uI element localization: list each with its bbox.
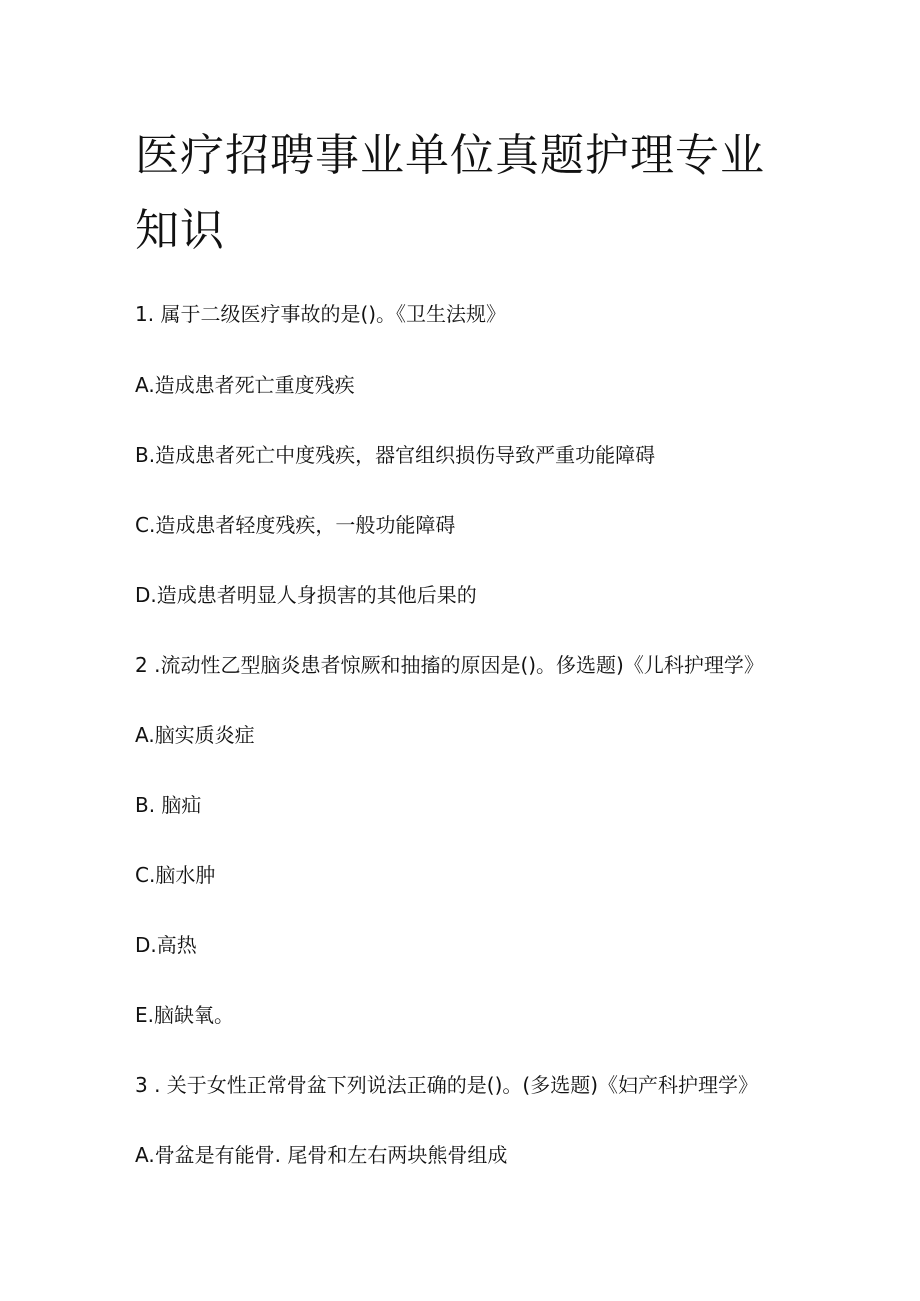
question-2-stem: 2 .流动性乙型脑炎患者惊厥和抽搐的原因是()。侈选题)《儿科护理学》 bbox=[135, 653, 764, 677]
question-1-option-b: B.造成患者死亡中度残疾，器官组织损伤导致严重功能障碍 bbox=[135, 443, 656, 467]
question-1-option-c: C.造成患者轻度残疾，一般功能障碍 bbox=[135, 513, 456, 537]
question-3-option-a: A.骨盆是有能骨. 尾骨和左右两块熊骨组成 bbox=[135, 1143, 508, 1167]
question-2-option-e: E.脑缺氧。 bbox=[135, 1003, 234, 1027]
question-1-option-a: A.造成患者死亡重度残疾 bbox=[135, 373, 355, 397]
question-2-option-d: D.高热 bbox=[135, 933, 197, 957]
question-3-stem: 3 . 关于女性正常骨盆下列说法正确的是()。(多选题)《妇产科护理学》 bbox=[135, 1073, 759, 1097]
question-2-option-b: B. 脑疝 bbox=[135, 793, 202, 817]
document-title: 医疗招聘事业单位真题护理专业知识 bbox=[135, 130, 765, 256]
question-1-stem: 1. 属于二级医疗事故的是()。《卫生法规》 bbox=[135, 302, 507, 326]
question-2-option-a: A.脑实质炎症 bbox=[135, 723, 255, 747]
question-1-option-d: D.造成患者明显人身损害的其他后果的 bbox=[135, 583, 477, 607]
question-2-option-c: C.脑水肿 bbox=[135, 863, 216, 887]
